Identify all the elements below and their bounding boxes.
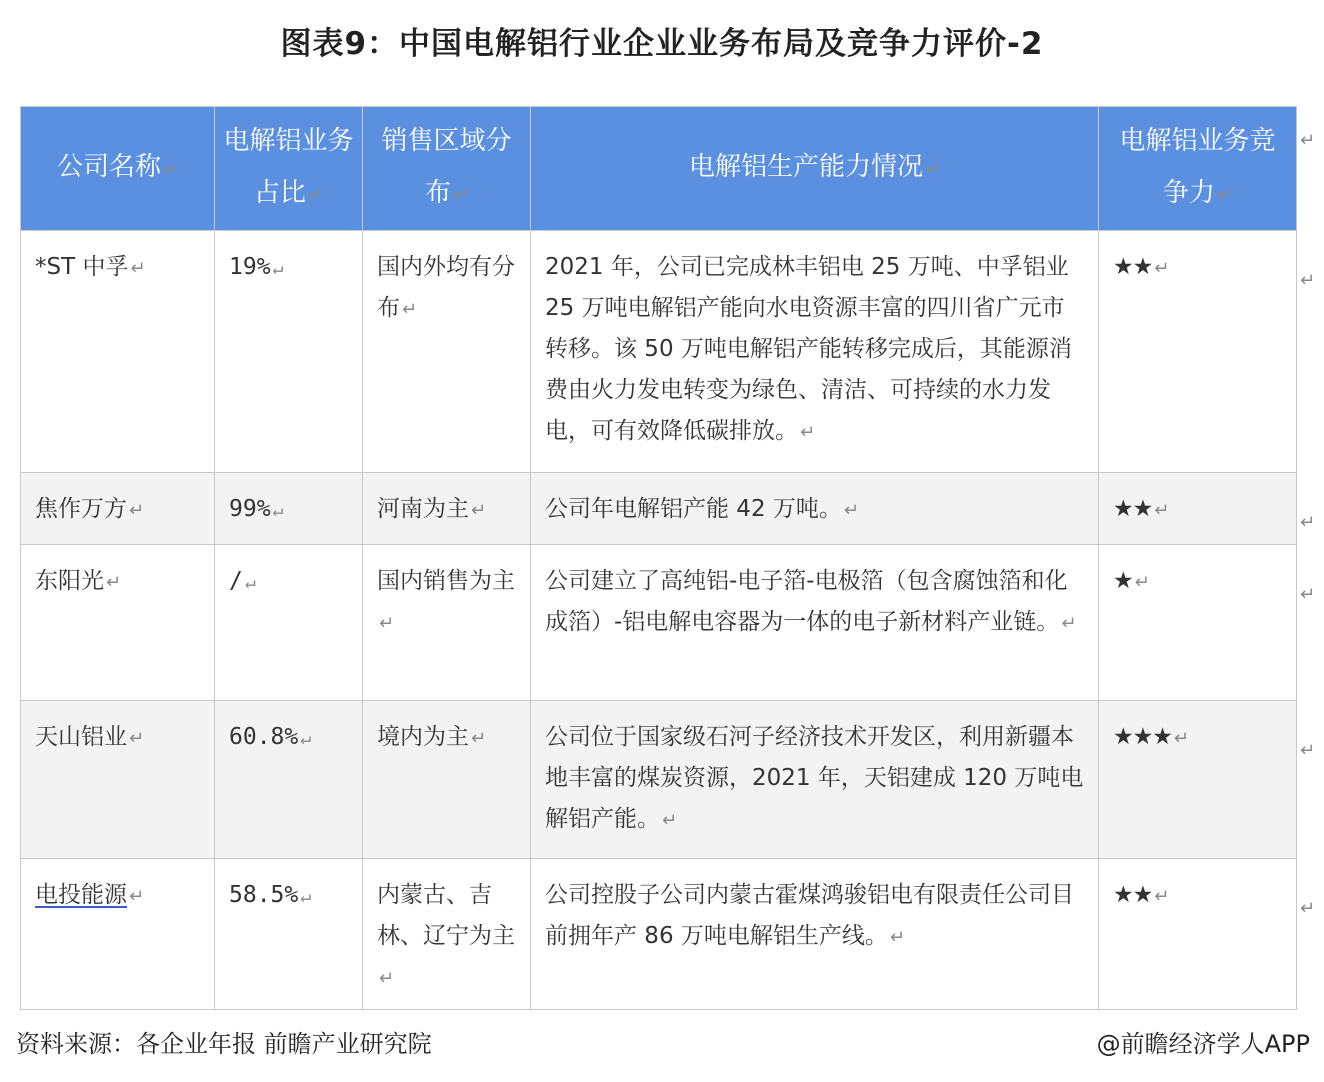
- cell-rating: [1099, 231, 1297, 473]
- cell-company: [21, 473, 215, 545]
- return-mark-icon: ↵: [1300, 740, 1316, 761]
- return-mark-icon: ↵: [1300, 584, 1316, 605]
- cell-rating: [1099, 701, 1297, 859]
- return-mark-icon: ↵: [300, 728, 312, 749]
- region-text: 国内外均有分布: [377, 254, 515, 321]
- return-mark-icon: ↵: [379, 613, 395, 634]
- cell-share: [215, 701, 363, 859]
- source-note: 资料来源：各企业年报 前瞻产业研究院: [16, 1030, 432, 1058]
- return-mark-icon: ↵: [129, 728, 145, 749]
- return-mark-icon: ↵: [272, 500, 284, 521]
- return-mark-icon: ↵: [1061, 613, 1077, 634]
- page-title: 图表9：中国电解铝行业企业业务布局及竞争力评价-2: [280, 26, 1044, 62]
- return-mark-icon: ↵: [1216, 185, 1233, 206]
- cell-region: [363, 701, 531, 859]
- capacity-text: 公司位于国家级石河子经济技术开发区，利用新疆本地丰富的煤炭资源，2021 年，天铝建成 120 万吨电解铝产能。: [545, 724, 1084, 832]
- return-mark-icon: ↵: [1154, 500, 1169, 521]
- table-header-row: [21, 107, 1297, 231]
- star-rating-icon: ★: [1113, 568, 1133, 594]
- cell-region: [363, 545, 531, 701]
- return-mark-icon: ↵: [471, 500, 487, 521]
- share-value: 58.5%: [229, 882, 299, 908]
- cell-share: [215, 473, 363, 545]
- return-mark-icon: ↵: [662, 810, 678, 831]
- return-mark-icon: ↵: [889, 927, 905, 948]
- header-company: [21, 107, 215, 231]
- credit-note: @前瞻经济学人APP: [1096, 1030, 1310, 1058]
- cell-rating: [1099, 473, 1297, 545]
- share-value: 19%: [229, 254, 271, 280]
- cell-capacity: [531, 545, 1099, 701]
- capacity-text: 公司年电解铝产能 42 万吨。: [545, 496, 842, 522]
- company-name: *ST 中孚: [35, 254, 129, 280]
- return-mark-icon: ↵: [162, 159, 179, 180]
- header-competitiveness-label: 电解铝业务竞争力: [1119, 126, 1276, 208]
- header-capacity: [531, 107, 1099, 231]
- cell-capacity: [531, 473, 1099, 545]
- return-mark-icon: ↵: [471, 728, 487, 749]
- table-row: [21, 701, 1297, 859]
- cell-company: [21, 859, 215, 1010]
- return-mark-icon: ↵: [272, 258, 284, 279]
- return-mark-icon: ↵: [1300, 512, 1316, 533]
- header-share-label: 电解铝业务占比: [223, 126, 354, 208]
- return-mark-icon: ↵: [379, 968, 395, 989]
- return-mark-icon: ↵: [924, 159, 941, 180]
- return-mark-icon: ↵: [129, 500, 145, 521]
- cell-share: [215, 859, 363, 1010]
- return-mark-icon: ↵: [307, 185, 324, 206]
- cell-share: [215, 231, 363, 473]
- region-text: 河南为主: [377, 496, 469, 522]
- return-mark-icon: ↵: [244, 572, 256, 593]
- cell-rating: [1099, 545, 1297, 701]
- share-value: /: [229, 568, 243, 594]
- capacity-text: 2021 年，公司已完成林丰铝电 25 万吨、中孚铝业 25 万吨电解铝产能向水电资源丰富的四川省广元市转移。该 50 万吨电解铝产能转移完成后，其能源消费由火力发电转变为绿色、清洁、可持续的水力发电，可有效降低碳排放。: [545, 254, 1072, 444]
- cell-company: [21, 545, 215, 701]
- cell-region: [363, 231, 531, 473]
- header-share: [215, 107, 363, 231]
- share-value: 60.8%: [229, 724, 299, 750]
- cell-capacity: [531, 701, 1099, 859]
- company-name: 电投能源: [35, 882, 127, 908]
- cell-rating: [1099, 859, 1297, 1010]
- return-mark-icon: ↵: [1300, 270, 1316, 291]
- share-value: 99%: [229, 496, 271, 522]
- return-mark-icon: ↵: [1134, 572, 1149, 593]
- cell-capacity: [531, 859, 1099, 1010]
- cell-company: [21, 231, 215, 473]
- header-capacity-label: 电解铝生产能力情况: [688, 152, 923, 182]
- cell-region: [363, 473, 531, 545]
- cell-share: [215, 545, 363, 701]
- header-company-label: 公司名称: [56, 152, 161, 182]
- return-mark-icon: ↵: [129, 886, 145, 907]
- company-name: 天山铝业: [35, 724, 127, 750]
- return-mark-icon: ↵: [402, 299, 418, 320]
- return-mark-icon: ↵: [1154, 258, 1169, 279]
- return-mark-icon: ↵: [130, 258, 146, 279]
- header-competitiveness: [1099, 107, 1297, 231]
- cell-region: [363, 859, 531, 1010]
- region-text: 国内销售为主: [377, 568, 515, 594]
- competitiveness-table: [20, 106, 1297, 1010]
- return-mark-icon: ↵: [106, 572, 122, 593]
- return-mark-icon: ↵: [1300, 898, 1316, 919]
- table-row: [21, 473, 1297, 545]
- star-rating-icon: ★★: [1113, 254, 1153, 280]
- capacity-text: 公司控股子公司内蒙古霍煤鸿骏铝电有限责任公司目前拥年产 86 万吨电解铝生产线。: [545, 882, 1074, 949]
- return-mark-icon: ↵: [843, 500, 859, 521]
- star-rating-icon: ★★: [1113, 496, 1153, 522]
- region-text: 内蒙古、吉林、辽宁为主: [377, 882, 515, 949]
- company-name: 焦作万方: [35, 496, 127, 522]
- return-mark-icon: ↵: [300, 886, 312, 907]
- star-rating-icon: ★★: [1113, 882, 1153, 908]
- capacity-text: 公司建立了高纯铝-电子箔-电极箔（包含腐蚀箔和化成箔）-铝电解电容器为一体的电子新材料产业链。: [545, 568, 1068, 635]
- return-mark-icon: ↵: [800, 422, 816, 443]
- header-region: [363, 107, 531, 231]
- cell-company: [21, 701, 215, 859]
- return-mark-icon: ↵: [1173, 728, 1188, 749]
- header-region-label: 销售区域分布: [381, 126, 512, 208]
- return-mark-icon: ↵: [1300, 130, 1316, 151]
- star-rating-icon: ★★★: [1113, 724, 1172, 750]
- cell-capacity: [531, 231, 1099, 473]
- table-row: [21, 859, 1297, 1010]
- company-name: 东阳光: [35, 568, 104, 594]
- return-mark-icon: ↵: [1154, 886, 1169, 907]
- region-text: 境内为主: [377, 724, 469, 750]
- table-row: [21, 231, 1297, 473]
- return-mark-icon: ↵: [452, 185, 469, 206]
- table-row: [21, 545, 1297, 701]
